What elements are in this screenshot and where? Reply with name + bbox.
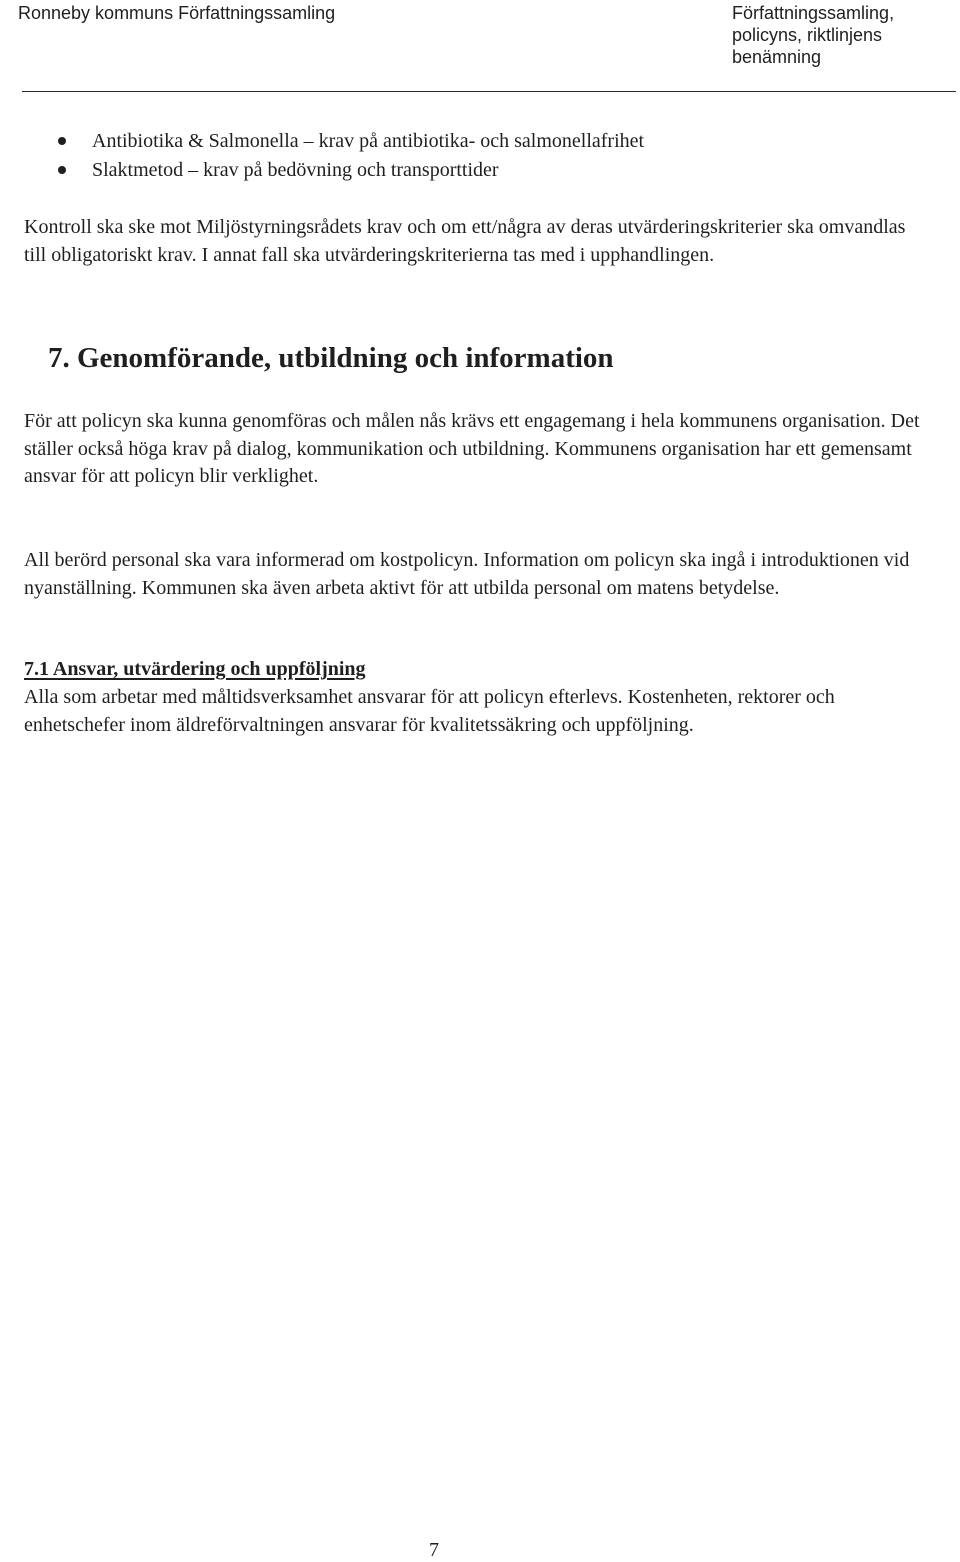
section-7-paragraph-2: All berörd personal ska vara informerad om kostpolicyn. Information om policyn ska ingå i introduktionen vid nyanställning. Kommunen ska även arbeta aktivt för att utbilda personal om matens betydelse.	[24, 549, 910, 599]
bullet-dot-icon	[58, 166, 66, 174]
section-7-1-heading: 7.1 Ansvar, utvärdering och uppföljning	[24, 658, 366, 680]
header-right-title: Författningssamling, policyns, riktlinjens benämning	[732, 3, 895, 67]
section-7-heading: 7. Genomförande, utbildning och information	[48, 342, 614, 374]
bullet-list	[56, 127, 644, 185]
paragraph-evaluation-criteria: Kontroll ska ske mot Miljöstyrningsrådets krav och om ett/några av deras utvärderingskriterier ska omvandlas till obligatoriskt krav. I annat fall ska utvärderingskriterierna tas med i upphandlingen.	[24, 216, 906, 266]
bullet-item	[56, 127, 644, 156]
bullet-dot-icon	[58, 137, 66, 145]
bullet-item	[56, 156, 644, 185]
header-divider	[22, 91, 956, 92]
section-7-paragraph-1: För att policyn ska kunna genomföras och målen nås krävs ett engagemang i hela kommunens organisation. Det ställer också höga krav på dialog, kommunikation och utbildning. Kommunens organisation har ett gemensamt ansvar för att policyn blir verklighet.	[24, 410, 920, 487]
page-number: 7	[429, 1539, 439, 1561]
bullet-text: Slaktmetod – krav på bedövning och transporttider	[92, 159, 499, 181]
header-left-title: Ronneby kommuns Författningssamling	[18, 3, 336, 23]
section-7-1-paragraph: Alla som arbetar med måltidsverksamhet ansvarar för att policyn efterlevs. Kostenheten, rektorer och enhetschefer inom äldreförvaltningen ansvarar för kvalitetssäkring och uppföljning.	[24, 686, 835, 736]
bullet-text: Antibiotika & Salmonella – krav på antibiotika- och salmonellafrihet	[92, 130, 645, 152]
